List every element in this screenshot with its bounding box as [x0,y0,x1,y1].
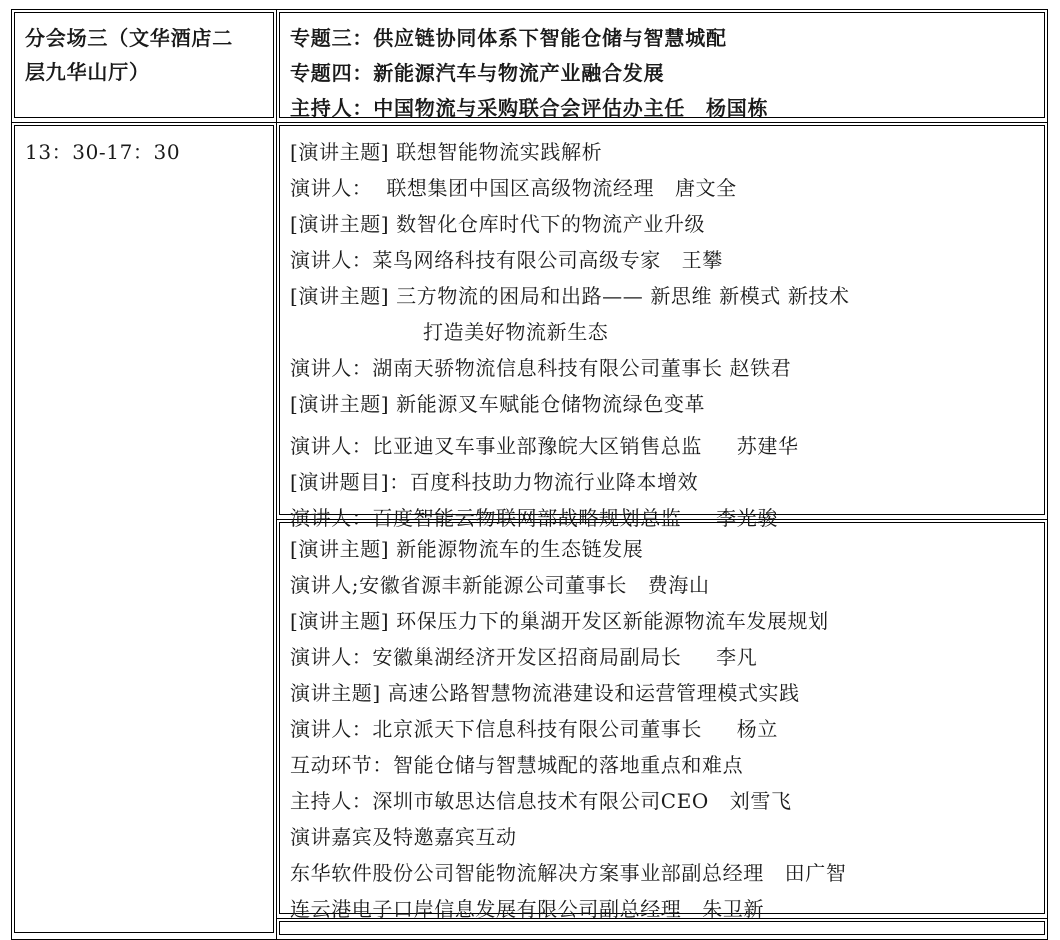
speech-block-2 [277,520,1048,919]
talk-topic-continued: 打造美好物流新生态 [423,320,609,344]
talk-topic: [演讲题目]：百度科技助力物流行业降本增效 [290,470,699,494]
guest-line: 连云港电子口岸信息发展有限公司副总经理 朱卫新 [290,897,765,921]
talk-speaker: 演讲人：比亚迪叉车事业部豫皖大区销售总监 苏建华 [290,434,799,458]
talk-topic: [演讲主题] 三方物流的困局和出路—— 新思维 新模式 新技术 [290,284,850,308]
header-row [12,10,1048,123]
speech-block-1 [277,123,1048,530]
topic-3-title: 专题三：供应链协同体系下智能仓储与智慧城配 [290,26,727,50]
schedule-table [11,9,1048,940]
talk-speaker: 演讲人： 联想集团中国区高级物流经理 唐文全 [290,176,737,200]
session-time: 13：30-17：30 [25,140,181,164]
talk-topic: [演讲主题] 环保压力下的巢湖开发区新能源物流车发展规划 [290,609,829,633]
talk-speaker: 演讲人：北京派天下信息科技有限公司董事长 杨立 [290,717,778,741]
host-line: 主持人：中国物流与采购联合会评估办主任 杨国栋 [290,96,769,120]
talk-topic: [演讲主题] 联想智能物流实践解析 [290,140,603,164]
venue-cell [12,10,277,123]
venue-line-2: 层九华山厅） [25,60,150,84]
guest-line: 东华软件股份公司智能物流解决方案事业部副总经理 田广智 [290,861,847,885]
talk-topic: [演讲主题] 新能源叉车赋能仓储物流绿色变革 [290,392,706,416]
talk-topic: [演讲主题] 数智化仓库时代下的物流产业升级 [290,212,706,236]
interaction-host: 主持人：深圳市敏思达信息技术有限公司CEO 刘雪飞 [290,789,792,813]
session-row [12,123,1048,520]
interaction-topic: 互动环节：智能仓储与智慧城配的落地重点和难点 [290,753,744,777]
talk-speaker: 演讲人：湖南天骄物流信息科技有限公司董事长 赵铁君 [290,356,792,380]
venue-line-1: 分会场三（文华酒店二 [25,26,233,50]
talk-speaker: 演讲人：菜鸟网络科技有限公司高级专家 王攀 [290,248,723,272]
talk-topic: 演讲主题] 高速公路智慧物流港建设和运营管理模式实践 [290,681,800,705]
interaction-note: 演讲嘉宾及特邀嘉宾互动 [290,825,517,849]
topic-4-title: 专题四：新能源汽车与物流产业融合发展 [290,61,665,85]
talk-speaker: 演讲人：百度智能云物联网部战略规划总监 李光骏 [290,506,778,530]
talk-speaker: 演讲人：安徽巢湖经济开发区招商局副局长 李凡 [290,645,758,669]
time-cell [12,123,277,940]
talk-topic: [演讲主题] 新能源物流车的生态链发展 [290,537,644,561]
topics-cell [277,10,1048,123]
talk-speaker: 演讲人;安徽省源丰新能源公司董事长 费海山 [290,573,710,597]
